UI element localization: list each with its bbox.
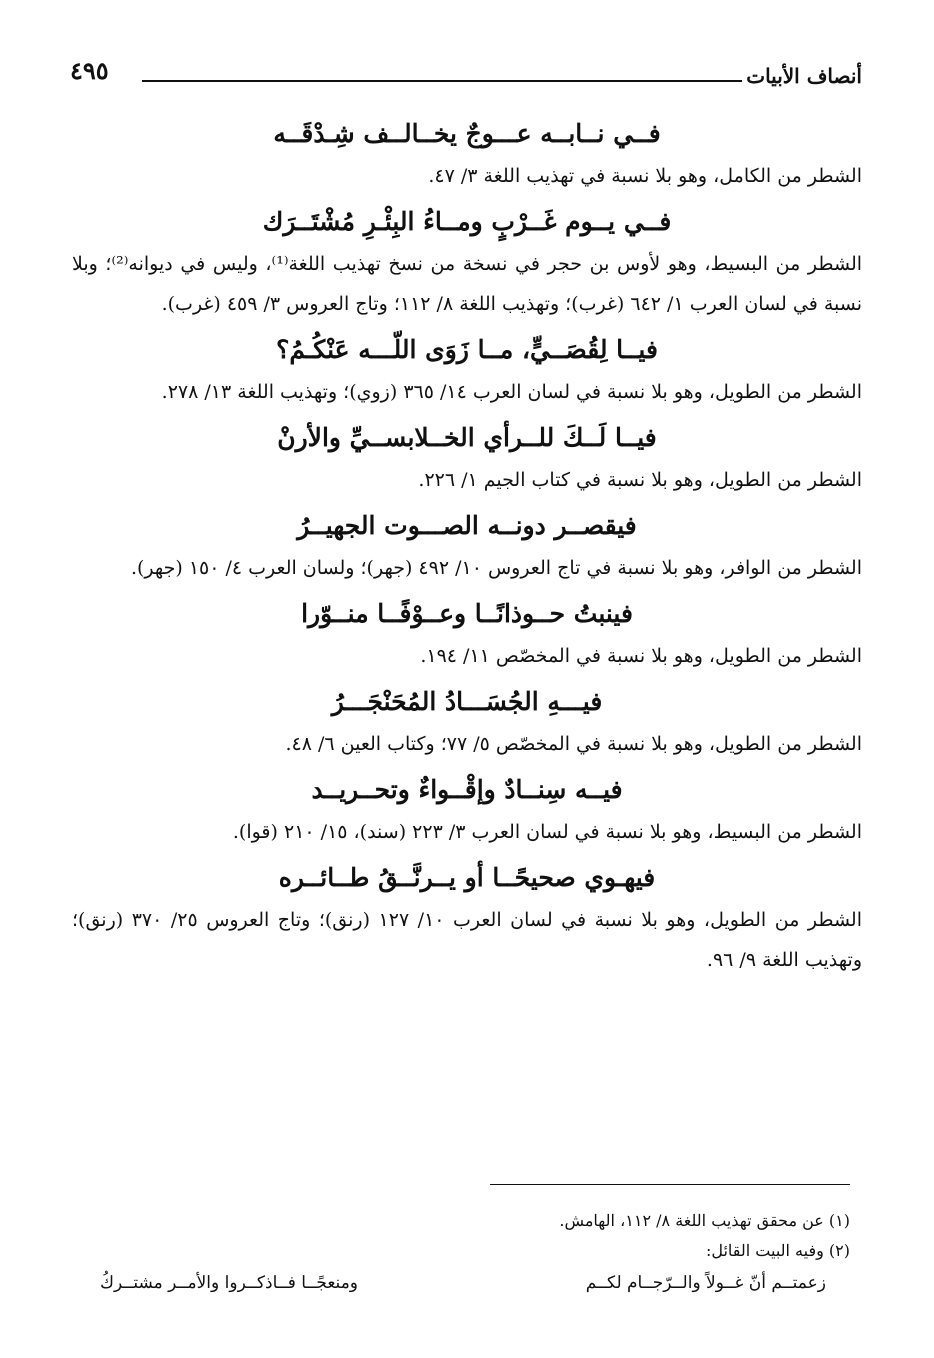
entry xyxy=(72,200,862,324)
verse-line: فينبتُ حــوذانًــا وعــوْفًــا منــوّرا xyxy=(301,599,633,628)
entry-note: الشطر من الطويل، وهو بلا نسبة في المخصّص ١١/ ١٩٤. xyxy=(420,645,862,667)
footnote-separator xyxy=(490,1184,850,1185)
running-title: أنصاف الأبيات xyxy=(746,64,862,88)
header-rule xyxy=(142,80,742,82)
entry-note: الشطر من الطويل، وهو بلا نسبة في لسان العرب ١٤/ ٣٦٥ (زوي)؛ وتهذيب اللغة ١٣/ ٢٧٨. xyxy=(161,381,862,403)
verse-line: فيــه سِنــادٌ وإقْــواءٌ وتحــريــد xyxy=(311,775,623,804)
entry xyxy=(72,592,862,676)
verse-line: فــي نــابــه عـــوجٌ يخــالــف شِـدْقَــه xyxy=(273,119,661,148)
entry xyxy=(72,768,862,852)
entry-note: الشطر من البسيط، وهو لأوس بن حجر في نسخة من نسخ تهذيب اللغة⁽¹⁾، وليس في ديوانه⁽²⁾؛ وبلا نسبة في لسان العرب ١/ ٦٤٢ (غرب)؛ وتهذيب اللغة ٨/ ١١٢؛ وتاج العروس ٣/ ٤٥٩ (غرب). xyxy=(72,253,863,315)
entry xyxy=(72,328,862,412)
main-content xyxy=(72,112,862,984)
entry xyxy=(72,112,862,196)
verse-line: فيــا لَــكَ للــرأي الخــلابســيِّ والأرنْ xyxy=(277,423,657,452)
entry xyxy=(72,680,862,764)
entry-note: الشطر من الطويل، وهو بلا نسبة في المخصّص ٥/ ٧٧؛ وكتاب العين ٦/ ٤٨. xyxy=(285,733,862,755)
entry-note: الشطر من الطويل، وهو بلا نسبة في كتاب الجيم ١/ ٢٢٦. xyxy=(418,469,862,491)
entry xyxy=(72,416,862,500)
page-number: ٤٩٥ xyxy=(70,56,109,85)
verse-line: فيـــهِ الجُسَـــادُ المُحَنْجَـــرُ xyxy=(331,687,603,716)
entry xyxy=(72,856,862,980)
verse-line: فــي يــوم غَــرْبٍ ومــاءُ البِئْـرِ مُشْتَــرَك xyxy=(262,207,672,236)
page-header xyxy=(70,56,862,96)
footnote-2: (٢) وفيه البيت القائل: xyxy=(705,1241,850,1260)
entry-note: الشطر من الطويل، وهو بلا نسبة في لسان العرب ١٠/ ١٢٧ (رنق)؛ وتاج العروس ٢٥/ ٣٧٠ (رنق)؛ وتهذيب اللغة ٩/ ٩٦. xyxy=(72,909,862,971)
footnote-verse-first-hemistich: زعمتــم أنّ غــولاً والــرّجــام لكــم xyxy=(585,1273,826,1293)
footnotes xyxy=(80,1206,850,1298)
entry-note: الشطر من الكامل، وهو بلا نسبة في تهذيب اللغة ٣/ ٤٧. xyxy=(428,165,862,187)
entry-note: الشطر من البسيط، وهو بلا نسبة في لسان العرب ٣/ ٢٢٣ (سند)، ١٥/ ٢١٠ (قوا). xyxy=(232,821,862,843)
entry xyxy=(72,504,862,588)
verse-line: فيهـوي صحيحًــا أو يــرنَّــقُ طــائــره xyxy=(278,863,656,892)
footnote-verse-second-hemistich: ومنعجًــا فــاذكــروا والأمــر مشتــركُ xyxy=(100,1273,359,1293)
verse-line: فيقصــر دونــه الصـــوت الجهيــرُ xyxy=(297,511,637,540)
footnote-1: (١) عن محقق تهذيب اللغة ٨/ ١١٢، الهامش. xyxy=(559,1211,850,1230)
footnote-verse xyxy=(80,1268,850,1298)
verse-line: فيــا لِقُصَــيٍّ، مــا زَوَى اللّـــه عَنْكُـمُ؟ xyxy=(276,335,658,364)
entry-note: الشطر من الوافر، وهو بلا نسبة في تاج العروس ١٠/ ٤٩٢ (جهر)؛ ولسان العرب ٤/ ١٥٠ (جهر). xyxy=(130,557,862,579)
